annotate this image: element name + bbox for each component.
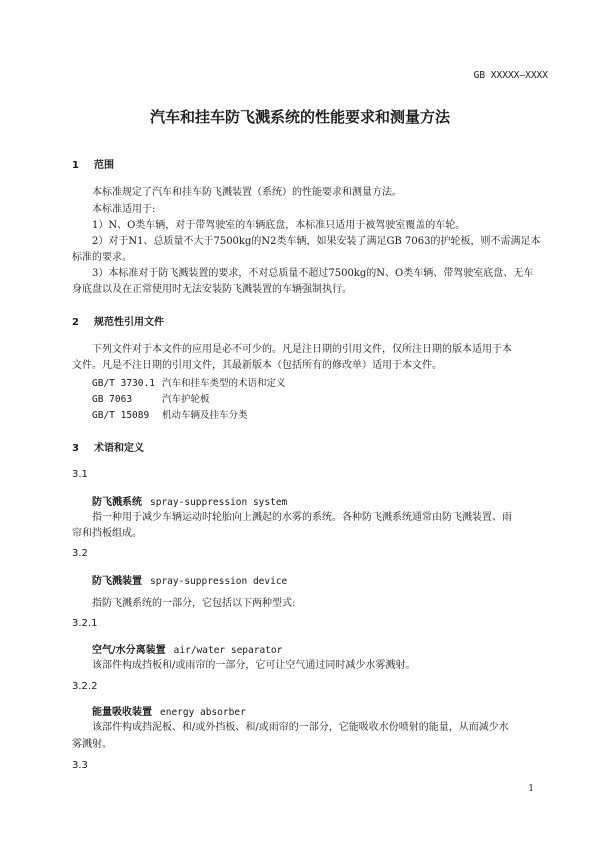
clause-number: 3.1 (72, 469, 88, 480)
definition: 指防飞溅系统的一部分，它包括以下两种型式: (92, 598, 296, 609)
page-number: 1 (528, 784, 534, 794)
term-chinese: 能量吸收装置 (92, 707, 152, 718)
term-entry (92, 641, 282, 656)
list-item: 3）本标准对于防飞溅装置的要求，不对总质量不超过7500kg的N、O类车辆、带驾驶室底盘、无车 (92, 268, 534, 279)
term-entry (92, 703, 246, 718)
paragraph: 本标准适用于: (92, 204, 156, 215)
reference-title: 汽车护轮板 (162, 394, 210, 405)
reference-item (92, 375, 286, 389)
section-3-heading (72, 439, 144, 454)
definition: 指一种用于减少车辆运动时轮胎向上溅起的水雾的系统。各种防飞溅系统通常由防飞溅装置、雨 (92, 512, 512, 523)
section-number: 2 (72, 317, 79, 328)
document-code: GB XXXXX—XXXX (473, 70, 548, 81)
definition-continuation: 雾溅射。 (72, 739, 112, 750)
list-item: 1）N、O类车辆，对于带驾驶室的车辆底盘，本标准只适用于被驾驶室覆盖的车轮。 (92, 220, 466, 231)
term-entry (92, 572, 287, 587)
clause-number: 3.2 (72, 548, 88, 559)
reference-code: GB/T 3730.1 (92, 378, 155, 389)
list-item-continuation: 身底盘以及在正常使用时无法安装防飞溅装置的车辆强制执行。 (72, 284, 352, 295)
term-english: energy absorber (160, 707, 246, 718)
term-english: air/water separator (173, 645, 283, 656)
section-2-heading (72, 313, 164, 328)
list-item: 2）对于N1、总质量不大于7500kg的N2类车辆，如果安装了满足GB 7063的护轮板，则不需满足本 (92, 236, 541, 247)
paragraph: 本标准规定了汽车和挂车防飞溅装置（系统）的性能要求和测量方法。 (92, 187, 402, 198)
definition-continuation: 帘和挡板组成。 (72, 528, 142, 539)
reference-title: 机动车辆及挂车分类 (162, 410, 248, 421)
paragraph: 下列文件对于本文件的应用是必不可少的。凡是注日期的引用文件，仅所注日期的版本适用于本 (92, 344, 512, 355)
reference-item (92, 391, 210, 405)
reference-item (92, 407, 248, 421)
clause-number: 3.2.1 (72, 618, 98, 629)
section-title: 范围 (94, 160, 114, 171)
clause-number: 3.2.2 (72, 681, 98, 692)
section-title: 规范性引用文件 (94, 317, 164, 328)
reference-code: GB/T 15089 (92, 410, 150, 421)
definition: 该部件构成挡板和/或雨帘的一部分，它可让空气通过同时减少水雾溅射。 (92, 660, 416, 671)
clause-number: 3.3 (72, 760, 88, 771)
term-chinese: 防飞溅系统 (92, 497, 142, 508)
section-number: 1 (72, 160, 79, 171)
term-entry (92, 493, 287, 508)
document-title: 汽车和挂车防飞溅系统的性能要求和测量方法 (149, 108, 450, 126)
section-1-heading (72, 156, 114, 171)
reference-title: 汽车和挂车类型的术语和定义 (162, 378, 286, 389)
section-number: 3 (72, 443, 79, 454)
reference-code: GB 7063 (92, 394, 133, 405)
paragraph-continuation: 文件。凡是不注日期的引用文件，其最新版本（包括所有的修改单）适用于本文件。 (72, 360, 442, 371)
term-english: spray-suppression system (150, 497, 288, 508)
list-item-continuation: 标准的要求。 (72, 252, 132, 263)
term-english: spray-suppression device (150, 576, 288, 587)
term-chinese: 防飞溅装置 (92, 576, 142, 587)
term-chinese: 空气/水分离装置 (92, 645, 166, 656)
definition: 该部件构成挡泥板、和/或外挡板、和/或雨帘的一部分，它能吸收水份喷射的能量，从而减少水 (92, 722, 509, 733)
section-title: 术语和定义 (94, 443, 144, 454)
